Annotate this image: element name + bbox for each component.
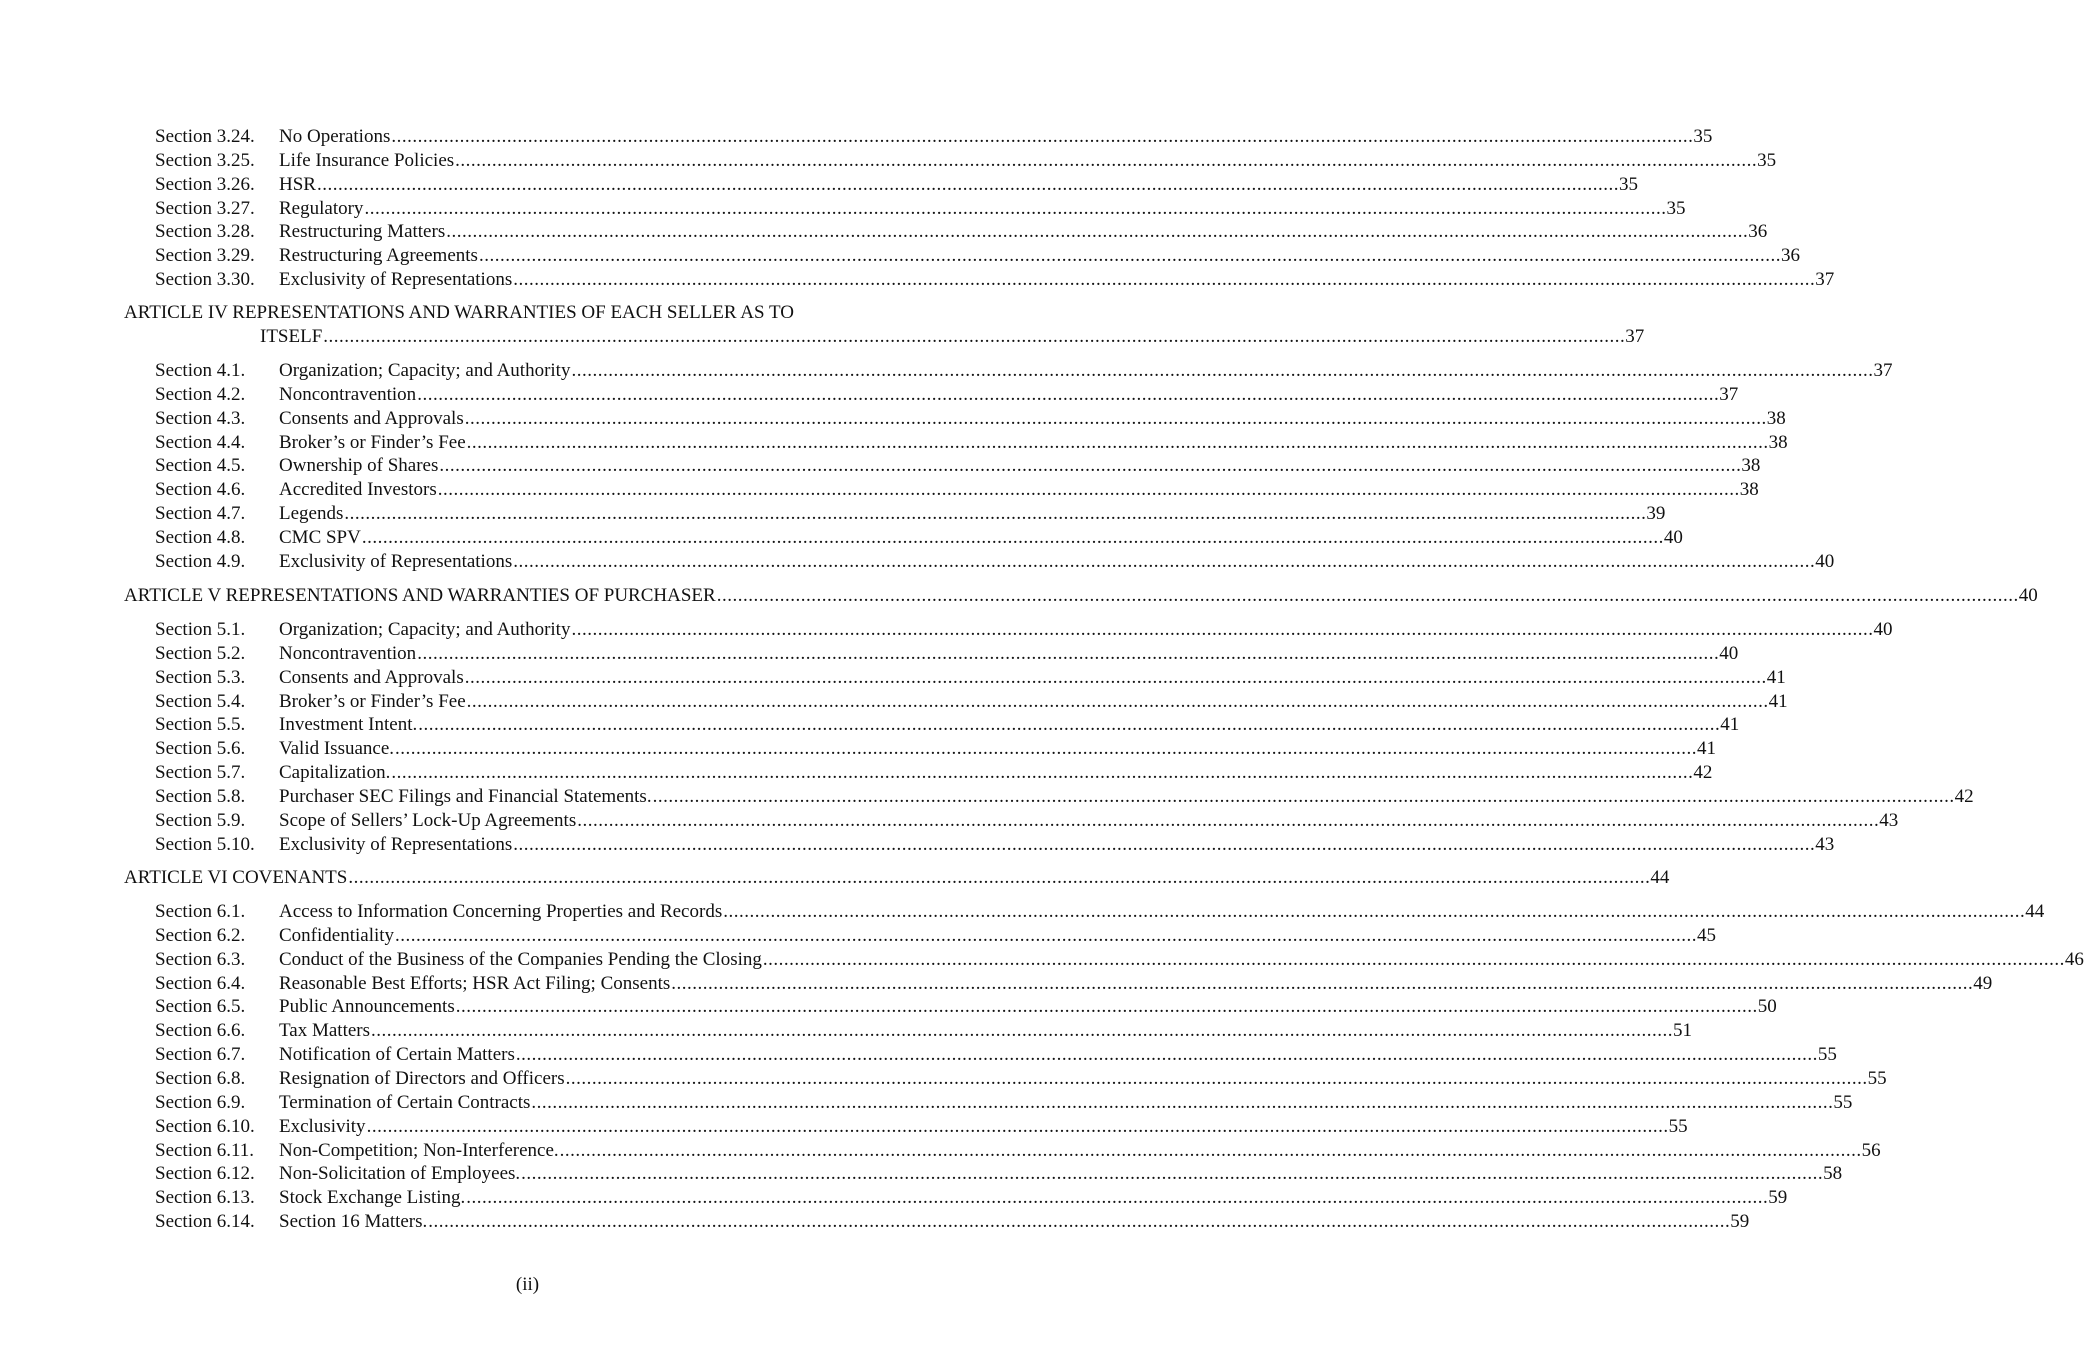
toc-section-entry[interactable] bbox=[155, 948, 2084, 972]
toc-section-entry[interactable] bbox=[155, 1115, 1688, 1139]
dot-leader bbox=[513, 268, 1815, 292]
section-title: Exclusivity of Representations bbox=[279, 834, 513, 855]
dot-leader bbox=[364, 197, 1666, 221]
toc-section-entry[interactable] bbox=[155, 833, 1835, 857]
toc-article-v-heading[interactable] bbox=[124, 584, 2038, 608]
dot-leader bbox=[344, 502, 1646, 526]
dot-leader bbox=[456, 995, 1758, 1019]
dot-leader bbox=[465, 407, 1767, 431]
section-title: Notification of Certain Matters bbox=[279, 1044, 515, 1065]
section-number: Section 5.10. bbox=[155, 834, 255, 855]
dot-leader bbox=[418, 713, 1720, 737]
page-ref: 37 bbox=[1719, 384, 1739, 405]
section-title: Restructuring Matters bbox=[279, 221, 446, 242]
section-number: Section 4.9. bbox=[155, 551, 246, 572]
page-ref: 37 bbox=[1815, 269, 1835, 290]
page-ref: 59 bbox=[1768, 1187, 1788, 1208]
section-number: Section 6.4. bbox=[155, 973, 246, 994]
section-title: Noncontravention bbox=[279, 643, 417, 664]
page-ref: 35 bbox=[1666, 198, 1686, 219]
section-title: CMC SPV bbox=[279, 527, 361, 548]
section-number: Section 5.9. bbox=[155, 810, 246, 831]
toc-section-entry[interactable] bbox=[155, 690, 1788, 714]
page-ref: 43 bbox=[1879, 810, 1899, 831]
section-number: Section 3.25. bbox=[155, 150, 255, 171]
dot-leader bbox=[571, 359, 1873, 383]
article-title: ITSELF bbox=[260, 326, 323, 347]
section-number: Section 3.30. bbox=[155, 269, 255, 290]
section-number: Section 5.3. bbox=[155, 667, 246, 688]
dot-leader bbox=[465, 666, 1767, 690]
page-ref: 43 bbox=[1815, 834, 1835, 855]
toc-section-entry[interactable] bbox=[155, 502, 1666, 526]
toc-section-entry[interactable] bbox=[155, 1091, 1853, 1115]
dot-leader bbox=[513, 833, 1815, 857]
section-number: Section 3.29. bbox=[155, 245, 255, 266]
section-number: Section 5.1. bbox=[155, 619, 246, 640]
page-ref: 51 bbox=[1673, 1020, 1693, 1041]
page-ref: 35 bbox=[1693, 126, 1713, 147]
toc-section-entry[interactable] bbox=[155, 809, 1899, 833]
section-title: Consents and Approvals bbox=[279, 408, 464, 429]
toc-section-entry[interactable] bbox=[155, 244, 1800, 268]
toc-section-entry[interactable] bbox=[155, 1067, 1887, 1091]
section-title: HSR bbox=[279, 174, 316, 195]
dot-leader bbox=[531, 1091, 1833, 1115]
page-ref: 41 bbox=[1720, 714, 1740, 735]
page-ref: 41 bbox=[1766, 667, 1786, 688]
section-title: Exclusivity of Representations bbox=[279, 269, 513, 290]
page-ref: 49 bbox=[1973, 973, 1993, 994]
toc-section-entry[interactable] bbox=[155, 995, 1777, 1019]
toc-section-entry[interactable] bbox=[155, 1139, 1881, 1163]
dot-leader bbox=[479, 244, 1781, 268]
section-title: Regulatory bbox=[279, 198, 364, 219]
section-number: Section 3.27. bbox=[155, 198, 255, 219]
section-number: Section 5.6. bbox=[155, 738, 246, 759]
toc-section-entry[interactable] bbox=[155, 761, 1713, 785]
toc-section-entry[interactable] bbox=[155, 197, 1686, 221]
article-title: ARTICLE V REPRESENTATIONS AND WARRANTIES OF PURCHASER bbox=[124, 585, 716, 606]
section-title: Public Announcements bbox=[279, 996, 455, 1017]
section-title: Accredited Investors bbox=[279, 479, 437, 500]
toc-section-entry[interactable] bbox=[155, 478, 1759, 502]
page-ref: 55 bbox=[1817, 1044, 1837, 1065]
dot-leader bbox=[348, 866, 1650, 890]
dot-leader bbox=[323, 326, 1625, 347]
toc-section-entry[interactable] bbox=[155, 383, 1739, 407]
dot-leader bbox=[417, 642, 1719, 666]
section-number: Section 6.10. bbox=[155, 1116, 255, 1137]
page-ref: 36 bbox=[1780, 245, 1800, 266]
section-title: Ownership of Shares bbox=[279, 455, 439, 476]
section-number: Section 4.5. bbox=[155, 455, 246, 476]
dot-leader bbox=[428, 1210, 1730, 1234]
page-ref: 56 bbox=[1861, 1140, 1881, 1161]
section-title: Access to Information Concerning Properties and Records bbox=[279, 901, 723, 922]
page-ref: 40 bbox=[1719, 643, 1739, 664]
dot-leader bbox=[560, 1139, 1862, 1163]
dot-leader bbox=[362, 526, 1664, 550]
section-number: Section 4.8. bbox=[155, 527, 246, 548]
section-number: Section 6.6. bbox=[155, 1020, 246, 1041]
section-number: Section 6.5. bbox=[155, 996, 246, 1017]
toc-section-entry[interactable] bbox=[155, 149, 1777, 173]
dot-leader bbox=[467, 690, 1769, 714]
dot-leader bbox=[717, 584, 2019, 608]
section-number: Section 6.7. bbox=[155, 1044, 246, 1065]
page-ref: 44 bbox=[2025, 901, 2045, 922]
section-title: Reasonable Best Efforts; HSR Act Filing; Consents bbox=[279, 973, 671, 994]
dot-leader bbox=[521, 1162, 1823, 1186]
page-ref: 38 bbox=[1741, 455, 1761, 476]
section-title: Broker’s or Finder’s Fee bbox=[279, 691, 466, 712]
section-number: Section 6.11. bbox=[155, 1140, 255, 1161]
page-ref: 38 bbox=[1768, 432, 1788, 453]
page-ref: 40 bbox=[1663, 527, 1683, 548]
page-ref: 50 bbox=[1757, 996, 1777, 1017]
section-title: Termination of Certain Contracts bbox=[279, 1092, 531, 1113]
section-number: Section 6.1. bbox=[155, 901, 246, 922]
page-ref: 35 bbox=[1618, 174, 1638, 195]
section-title: Organization; Capacity; and Authority bbox=[279, 619, 571, 640]
toc-section-entry[interactable] bbox=[155, 1019, 1693, 1043]
dot-leader bbox=[467, 431, 1769, 455]
section-title: Scope of Sellers’ Lock-Up Agreements bbox=[279, 810, 577, 831]
dot-leader bbox=[395, 737, 1697, 761]
section-title: Conduct of the Business of the Companies Pending the Closing bbox=[279, 949, 762, 970]
dot-leader bbox=[653, 785, 1955, 809]
page-ref: 46 bbox=[2064, 949, 2084, 970]
toc-section-entry[interactable] bbox=[155, 900, 2045, 924]
section-title: Tax Matters bbox=[279, 1020, 371, 1041]
section-title: Noncontravention bbox=[279, 384, 417, 405]
section-title: Consents and Approvals bbox=[279, 667, 464, 688]
toc-section-entry[interactable] bbox=[155, 924, 1717, 948]
toc-section-entry[interactable] bbox=[155, 431, 1788, 455]
section-title: Stock Exchange Listing. bbox=[279, 1187, 466, 1208]
page-ref: 58 bbox=[1823, 1163, 1843, 1184]
toc-section-entry[interactable] bbox=[155, 642, 1739, 666]
article-title: ARTICLE VI COVENANTS bbox=[124, 867, 348, 888]
section-number: Section 6.8. bbox=[155, 1068, 246, 1089]
section-title: Organization; Capacity; and Authority bbox=[279, 360, 571, 381]
toc-section-entry[interactable] bbox=[155, 1043, 1837, 1067]
section-title: Resignation of Directors and Officers bbox=[279, 1068, 565, 1089]
dot-leader bbox=[395, 924, 1697, 948]
section-title: No Operations bbox=[279, 126, 391, 147]
section-title: Legends bbox=[279, 503, 344, 524]
section-number: Section 5.7. bbox=[155, 762, 246, 783]
section-title: Restructuring Agreements bbox=[279, 245, 478, 266]
page-ref: 42 bbox=[1693, 762, 1713, 783]
section-number: Section 6.9. bbox=[155, 1092, 246, 1113]
section-title: Purchaser SEC Filings and Financial Statements. bbox=[279, 786, 652, 807]
page-ref: 36 bbox=[1748, 221, 1768, 242]
section-number: Section 5.4. bbox=[155, 691, 246, 712]
dot-leader bbox=[566, 1067, 1868, 1091]
page-ref: 44 bbox=[1650, 867, 1670, 888]
dot-leader bbox=[371, 1019, 1673, 1043]
page-ref: 38 bbox=[1739, 479, 1759, 500]
section-title: Life Insurance Policies bbox=[279, 150, 455, 171]
toc-section-entry[interactable] bbox=[155, 666, 1786, 690]
dot-leader bbox=[367, 1115, 1669, 1139]
section-title: Non-Competition; Non-Interference. bbox=[279, 1140, 559, 1161]
toc-section-entry[interactable] bbox=[155, 1162, 1843, 1186]
page-ref: 55 bbox=[1668, 1116, 1688, 1137]
dot-leader bbox=[391, 125, 1693, 149]
toc-section-entry[interactable] bbox=[155, 220, 1768, 244]
page-number: (ii) bbox=[515, 1274, 540, 1295]
page-ref: 41 bbox=[1768, 691, 1788, 712]
page-ref: 40 bbox=[1815, 551, 1835, 572]
dot-leader bbox=[516, 1043, 1818, 1067]
page-ref: 37 bbox=[1625, 326, 1645, 347]
section-number: Section 5.5. bbox=[155, 714, 246, 735]
section-title: Exclusivity of Representations bbox=[279, 551, 513, 572]
toc-section-entry[interactable] bbox=[155, 785, 1974, 809]
section-number: Section 4.6. bbox=[155, 479, 246, 500]
section-number: Section 5.2. bbox=[155, 643, 246, 664]
dot-leader bbox=[317, 173, 1619, 197]
page-ref: 59 bbox=[1730, 1211, 1750, 1232]
dot-leader bbox=[671, 972, 1973, 996]
page-ref: 40 bbox=[1873, 619, 1893, 640]
section-title: Section 16 Matters. bbox=[279, 1211, 428, 1232]
section-title: Capitalization. bbox=[279, 762, 391, 783]
section-number: Section 6.14. bbox=[155, 1211, 255, 1232]
dot-leader bbox=[513, 550, 1815, 574]
dot-leader bbox=[417, 383, 1719, 407]
section-number: Section 6.13. bbox=[155, 1187, 255, 1208]
page-ref: 38 bbox=[1766, 408, 1786, 429]
page-ref: 39 bbox=[1646, 503, 1666, 524]
section-number: Section 4.2. bbox=[155, 384, 246, 405]
toc-article-vi-heading[interactable] bbox=[124, 866, 1670, 890]
section-number: Section 6.2. bbox=[155, 925, 246, 946]
page-ref: 42 bbox=[1954, 786, 1974, 807]
section-number: Section 6.12. bbox=[155, 1163, 255, 1184]
toc-section-entry[interactable] bbox=[155, 173, 1638, 197]
page-ref: 40 bbox=[2018, 585, 2038, 606]
section-number: Section 4.7. bbox=[155, 503, 246, 524]
dot-leader bbox=[446, 220, 1748, 244]
page-ref: 55 bbox=[1833, 1092, 1853, 1113]
section-number: Section 4.3. bbox=[155, 408, 246, 429]
dot-leader bbox=[438, 478, 1740, 502]
toc-section-entry[interactable] bbox=[155, 526, 1683, 550]
section-number: Section 4.4. bbox=[155, 432, 246, 453]
toc-section-entry[interactable] bbox=[155, 1210, 1750, 1234]
section-title: Exclusivity bbox=[279, 1116, 366, 1137]
dot-leader bbox=[763, 948, 2065, 972]
toc-section-entry[interactable] bbox=[155, 1186, 1788, 1210]
page-ref: 41 bbox=[1697, 738, 1717, 759]
toc-section-entry[interactable] bbox=[155, 407, 1786, 431]
section-number: Section 3.24. bbox=[155, 126, 255, 147]
toc-section-entry[interactable] bbox=[155, 972, 1993, 996]
toc-article-iv-heading[interactable] bbox=[124, 301, 795, 325]
dot-leader bbox=[455, 149, 1757, 173]
toc-section-entry[interactable] bbox=[155, 359, 1893, 383]
dot-leader bbox=[571, 618, 1873, 642]
toc-section-entry[interactable] bbox=[155, 737, 1717, 761]
page-ref: 35 bbox=[1757, 150, 1777, 171]
toc-section-entry[interactable] bbox=[155, 713, 1740, 737]
toc-section-entry[interactable] bbox=[155, 550, 1835, 574]
toc-section-entry[interactable] bbox=[155, 618, 1893, 642]
toc-section-entry[interactable] bbox=[155, 454, 1761, 478]
page-ref: 45 bbox=[1697, 925, 1717, 946]
dot-leader bbox=[723, 900, 2025, 924]
section-title: Broker’s or Finder’s Fee bbox=[279, 432, 466, 453]
section-number: Section 4.1. bbox=[155, 360, 246, 381]
toc-article-iv-heading-cont[interactable] bbox=[260, 325, 1645, 349]
section-title: Confidentiality bbox=[279, 925, 395, 946]
section-title: Non-Solicitation of Employees. bbox=[279, 1163, 521, 1184]
section-title: Valid Issuance. bbox=[279, 738, 395, 759]
dot-leader bbox=[577, 809, 1879, 833]
section-number: Section 3.26. bbox=[155, 174, 255, 195]
section-number: Section 3.28. bbox=[155, 221, 255, 242]
toc-section-entry[interactable] bbox=[155, 268, 1835, 292]
page-ref: 37 bbox=[1873, 360, 1893, 381]
dot-leader bbox=[391, 761, 1693, 785]
article-title: ARTICLE IV REPRESENTATIONS AND WARRANTIES OF EACH SELLER AS TO bbox=[124, 302, 794, 323]
toc-section-entry[interactable] bbox=[155, 125, 1713, 149]
dot-leader bbox=[439, 454, 1741, 478]
page-ref: 55 bbox=[1867, 1068, 1887, 1089]
section-number: Section 6.3. bbox=[155, 949, 246, 970]
section-title: Investment Intent. bbox=[279, 714, 418, 735]
section-number: Section 5.8. bbox=[155, 786, 246, 807]
dot-leader bbox=[466, 1186, 1768, 1210]
